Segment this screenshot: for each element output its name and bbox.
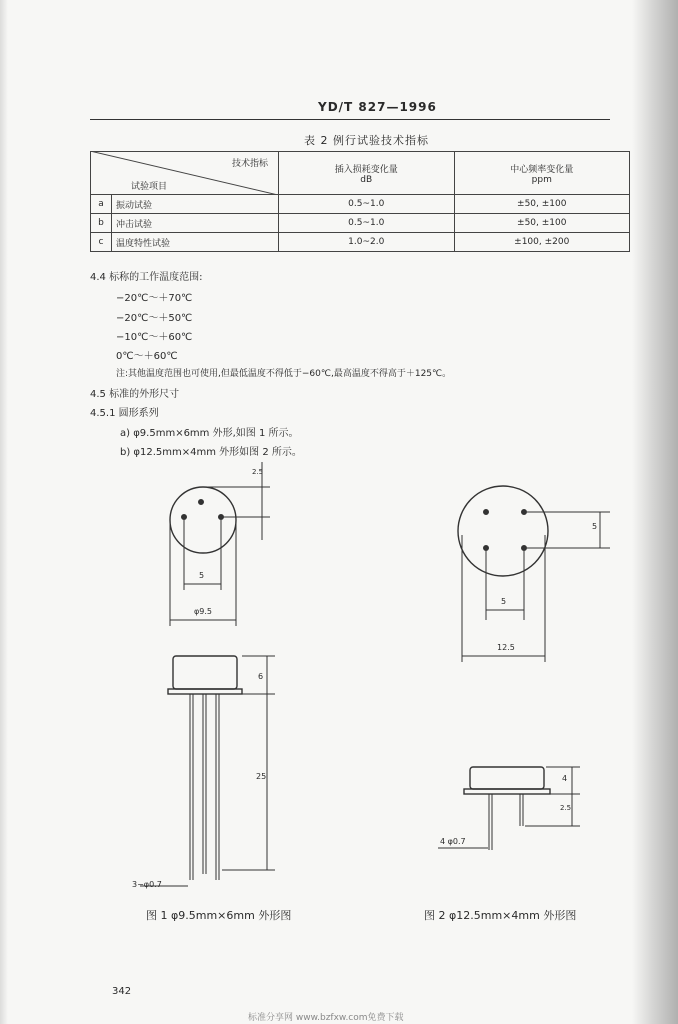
fig2-pin-spacing: 5 [501, 597, 507, 606]
col1-unit: dB [360, 174, 373, 185]
fig1-pin-spacing: 5 [199, 571, 205, 580]
figure1-caption: 图 1 φ9.5mm×6mm 外形图 [146, 909, 292, 922]
table-row [91, 195, 630, 214]
header-bottom-label: 试验项目 [131, 182, 168, 192]
row-freq: ±50, ±100 [454, 214, 630, 233]
fig2-leads: 4 φ0.7 [440, 837, 466, 846]
col1-title: 插入损耗变化量 [334, 164, 398, 175]
section-4-5-heading: 4.5 标准的外形尺寸 [90, 389, 180, 400]
fig1-height: 6 [258, 672, 264, 681]
table-row [91, 233, 630, 252]
row-loss: 0.5~1.0 [279, 214, 455, 233]
temp-range: −20℃～＋70℃ [116, 293, 193, 304]
temp-note: 注:其他温度范围也可使用,但最低温度不得低于−60℃,最高温度不得高于＋125℃。 [116, 369, 452, 379]
section-4-4-heading: 4.4 标称的工作温度范围: [90, 272, 203, 283]
row-test-name: 振动试验 [112, 195, 279, 214]
header-top-label: 技术指标 [231, 159, 268, 169]
row-freq: ±100, ±200 [454, 233, 630, 252]
row-index: a [91, 195, 112, 214]
fig1-top-offset: 2.5 [252, 468, 264, 476]
footer-watermark: 标准分享网 www.bzfxw.com免费下载 [248, 1013, 404, 1023]
scan-left-shadow [0, 0, 8, 1024]
fig1-diameter: φ9.5 [194, 607, 212, 616]
fig2-height: 4 [562, 774, 568, 783]
section-4-5-1-heading: 4.5.1 圆形系列 [90, 408, 159, 419]
row-loss: 1.0~2.0 [279, 233, 455, 252]
page-number: 342 [112, 986, 132, 997]
header-diagonal-line [90, 151, 278, 195]
fig2-lead-length: 2.5 [560, 804, 572, 812]
row-index: b [91, 214, 112, 233]
col2-header [454, 152, 630, 195]
row-loss: 0.5~1.0 [279, 195, 455, 214]
fig2-diameter: 12.5 [497, 643, 515, 652]
row-index: c [91, 233, 112, 252]
fig2-right-offset: 5 [592, 522, 598, 531]
row-freq: ±50, ±100 [454, 195, 630, 214]
item-a: a) φ9.5mm×6mm 外形,如图 1 所示。 [120, 428, 299, 439]
temp-range: −20℃～＋50℃ [116, 313, 193, 324]
col2-title: 中心频率变化量 [510, 164, 574, 175]
row-test-name: 温度特性试验 [112, 233, 279, 252]
col2-unit: ppm [531, 174, 552, 185]
table-row [91, 214, 630, 233]
row-test-name: 冲击试验 [112, 214, 279, 233]
temp-range: 0℃～＋60℃ [116, 351, 178, 362]
header-rule [90, 119, 610, 120]
col1-header [279, 152, 455, 195]
fig1-leads: 3−φ0.7 [132, 880, 162, 889]
fig1-lead-length: 25 [256, 772, 267, 781]
figure2-caption: 图 2 φ12.5mm×4mm 外形图 [424, 909, 577, 922]
scan-binding-shadow [632, 0, 678, 1024]
item-b: b) φ12.5mm×4mm 外形如图 2 所示。 [120, 447, 302, 458]
standard-number: YD/T 827—1996 [318, 100, 437, 114]
temp-range: −10℃～＋60℃ [116, 332, 193, 343]
table-caption: 表 2 例行试验技术指标 [304, 134, 429, 147]
